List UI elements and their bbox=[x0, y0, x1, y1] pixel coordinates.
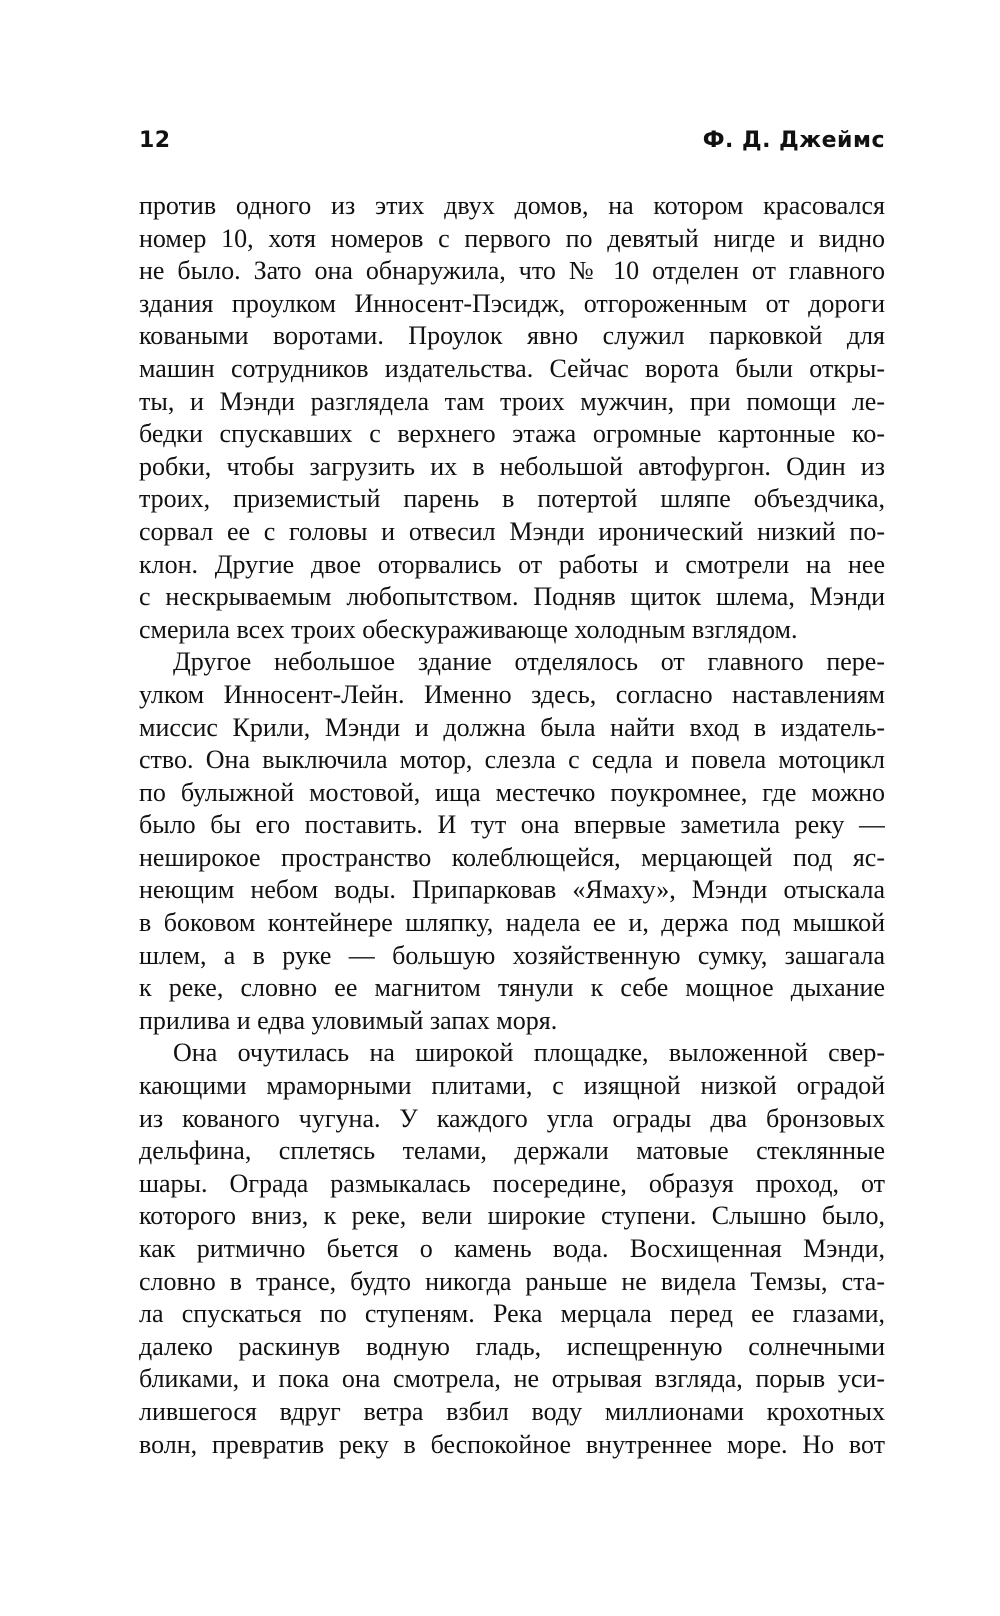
text-line: здания проулком Инносент-Пэсидж, отгороженным от дороги bbox=[139, 288, 885, 318]
running-head-author: Ф. Д. Джеймс bbox=[702, 128, 885, 153]
text-line: волн, превратив реку в беспокойное внутреннее море. Но вот bbox=[139, 1429, 885, 1459]
text-line: далеко раскинув водную гладь, испещренную солнечными bbox=[139, 1331, 885, 1361]
text-line: бедки спускавших с верхнего этажа огромные картонные ко- bbox=[139, 419, 885, 449]
paragraph-1 bbox=[139, 190, 885, 646]
paragraph-3 bbox=[139, 1037, 885, 1461]
running-head bbox=[139, 128, 885, 164]
text-line: дельфина, сплетясь телами, держали матовые стеклянные bbox=[139, 1136, 885, 1166]
body-text bbox=[139, 190, 885, 1461]
text-line: в боковом контейнере шляпку, надела ее и, держа под мышкой bbox=[139, 908, 885, 938]
text-line: лившегося вдруг ветра взбил воду миллионами крохотных bbox=[139, 1396, 885, 1426]
text-line: не было. Зато она обнаружила, что № 10 отделен от главного bbox=[139, 256, 885, 286]
text-line: Она очутилась на широкой площадке, выложенной свер- bbox=[173, 1038, 885, 1068]
text-line: было бы его поставить. И тут она впервые заметила реку — bbox=[139, 810, 885, 840]
text-line: ла спускаться по ступеням. Река мерцала перед ее глазами, bbox=[139, 1299, 885, 1329]
text-line: робки, чтобы загрузить их в небольшой автофургон. Один из bbox=[139, 451, 885, 481]
text-line: к реке, словно ее магнитом тянули к себе мощное дыхание bbox=[139, 973, 885, 1003]
text-line: против одного из этих двух домов, на котором красовался bbox=[139, 191, 885, 220]
text-line: коваными воротами. Проулок явно служил парковкой для bbox=[139, 321, 885, 351]
text-line: ство. Она выключила мотор, слезла с седла и повела мотоцикл bbox=[139, 745, 885, 775]
text-line: из кованого чугуна. У каждого угла ограды два бронзовых bbox=[139, 1103, 885, 1133]
text-line: кающими мраморными плитами, с изящной низкой оградой bbox=[139, 1071, 885, 1101]
page-number: 12 bbox=[139, 128, 171, 153]
text-line: которого вниз, к реке, вели широкие ступени. Слышно было, bbox=[139, 1201, 885, 1231]
text-line: с нескрываемым любопытством. Подняв щиток шлема, Мэнди bbox=[139, 582, 885, 612]
text-line: по булыжной мостовой, ища местечко поукромнее, где можно bbox=[139, 777, 885, 807]
text-line: шлем, а в руке — большую хозяйственную сумку, зашагала bbox=[139, 940, 885, 970]
text-line: улком Инносент-Лейн. Именно здесь, согласно наставлениям bbox=[139, 679, 885, 709]
text-line: номер 10, хотя номеров с первого по девятый нигде и видно bbox=[139, 223, 885, 253]
text-line: смерила всех троих обескураживающе холодным взглядом. bbox=[139, 614, 798, 644]
text-line: ты, и Мэнди разглядела там троих мужчин, при помощи ле- bbox=[139, 386, 885, 416]
text-line: машин сотрудников издательства. Сейчас ворота были откры- bbox=[139, 353, 885, 383]
text-line: неширокое пространство колеблющейся, мерцающей под яс- bbox=[139, 842, 885, 872]
text-line: сорвал ее с головы и отвесил Мэнди иронический низкий по- bbox=[139, 516, 885, 546]
text-line: миссис Крили, Мэнди и должна была найти вход в издатель- bbox=[139, 712, 885, 742]
text-line: неющим небом воды. Припарковав «Ямаху», Мэнди отыскала bbox=[139, 875, 885, 905]
text-line: клон. Другие двое оторвались от работы и смотрели на нее bbox=[139, 549, 885, 579]
text-line: прилива и едва уловимый запах моря. bbox=[139, 1005, 558, 1035]
text-line: как ритмично бьется о камень вода. Восхищенная Мэнди, bbox=[139, 1234, 885, 1263]
text-line: словно в трансе, будто никогда раньше не видела Темзы, ста- bbox=[139, 1266, 885, 1296]
text-line: троих, приземистый парень в потертой шляпе объездчика, bbox=[139, 484, 885, 514]
text-line: бликами, и пока она смотрела, не отрывая взгляда, порыв уси- bbox=[139, 1364, 885, 1394]
text-line: Другое небольшое здание отделялось от главного пере- bbox=[173, 647, 885, 677]
text-line: шары. Ограда размыкалась посередине, образуя проход, от bbox=[139, 1168, 885, 1198]
paragraph-2 bbox=[139, 646, 885, 1037]
